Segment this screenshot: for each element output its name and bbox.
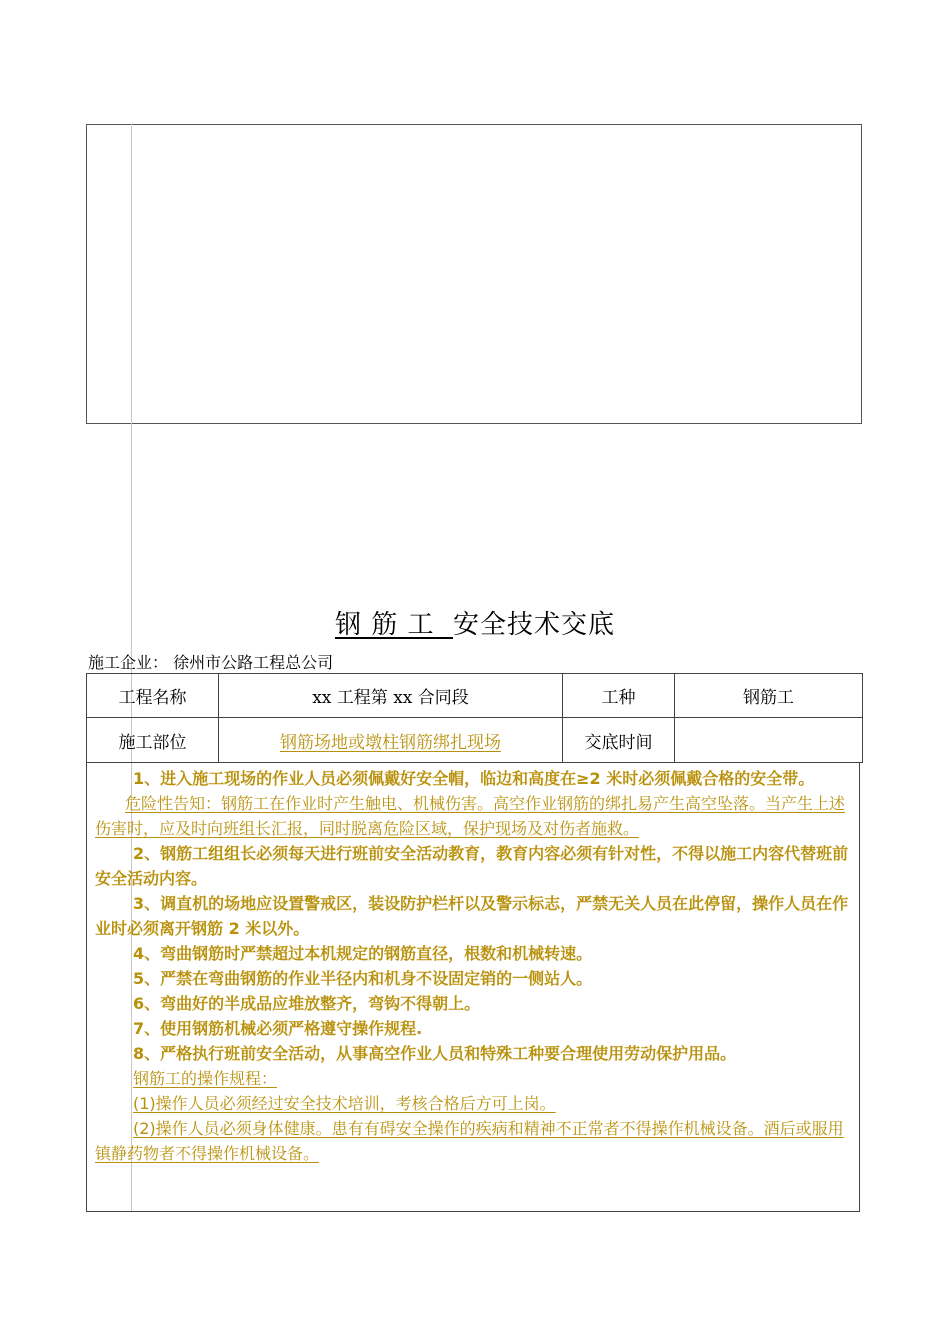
worktype-label: 工种 xyxy=(563,674,675,718)
hazard-notice: 危险性告知：钢筋工在作业时产生触电、机械伤害。高空作业钢筋的绑扎易产生高空坠落。当产生上述伤害时，应及时向班组长汇报，同时脱离危险区域，保护现场及对伤者施救。 xyxy=(95,794,846,838)
item-4: 4、弯曲钢筋时严禁超过本机规定的钢筋直径，根数和机械转速。 xyxy=(133,944,593,963)
rules-title: 钢筋工的操作规程： xyxy=(133,1069,278,1088)
table-row xyxy=(87,718,863,763)
project-value: xx 工程第 xx 合同段 xyxy=(219,674,563,718)
info-table xyxy=(86,673,863,763)
content-cell xyxy=(86,763,860,1212)
location-value-cell xyxy=(219,718,563,763)
item-6: 6、弯曲好的半成品应堆放整齐，弯钩不得朝上。 xyxy=(133,994,481,1013)
worktype-value: 钢筋工 xyxy=(675,674,863,718)
item-8: 8、严格执行班前安全活动，从事高空作业人员和特殊工种要合理使用劳动保护用品。 xyxy=(133,1044,737,1063)
item-1: 1、进入施工现场的作业人员必须佩戴好安全帽，临边和高度在≥2 米时必须佩戴合格的安全带。 xyxy=(133,769,815,788)
item-3: 3、调直机的场地应设置警戒区，装设防护栏杆以及警示标志，严禁无关人员在此停留，操作人员在作业时必须离开钢筋 2 米以外。 xyxy=(95,894,849,938)
item-7: 7、使用钢筋机械必须严格遵守操作规程. xyxy=(133,1019,423,1038)
page-title xyxy=(0,604,950,641)
rule-2: (2)操作人员必须身体健康。患有有碍安全操作的疾病和精神不正常者不得操作机械设备。酒后或服用镇静药物者不得操作机械设备。 xyxy=(95,1119,844,1163)
blank-frame xyxy=(86,124,862,424)
table-row xyxy=(87,674,863,718)
title-main: 安全技术交底 xyxy=(453,610,616,640)
project-label: 工程名称 xyxy=(87,674,219,718)
item-2: 2、钢筋工组组长必须每天进行班前安全活动教育，教育内容必须有针对性，不得以施工内容代替班前安全活动内容。 xyxy=(95,844,849,888)
time-value xyxy=(675,718,863,763)
location-value: 钢筋场地或墩柱钢筋绑扎现场 xyxy=(280,732,501,753)
item-5: 5、严禁在弯曲钢筋的作业半径内和机身不设固定销的一侧站人。 xyxy=(133,969,593,988)
company-line xyxy=(88,650,333,673)
rule-1: (1)操作人员必须经过安全技术培训，考核合格后方可上岗。 xyxy=(133,1094,556,1113)
title-trade: 钢 筋 工 xyxy=(334,610,435,640)
location-label: 施工部位 xyxy=(87,718,219,763)
time-label: 交底时间 xyxy=(563,718,675,763)
company-name: 徐州市公路工程总公司 xyxy=(173,653,334,672)
company-label: 施工企业： xyxy=(88,653,169,672)
